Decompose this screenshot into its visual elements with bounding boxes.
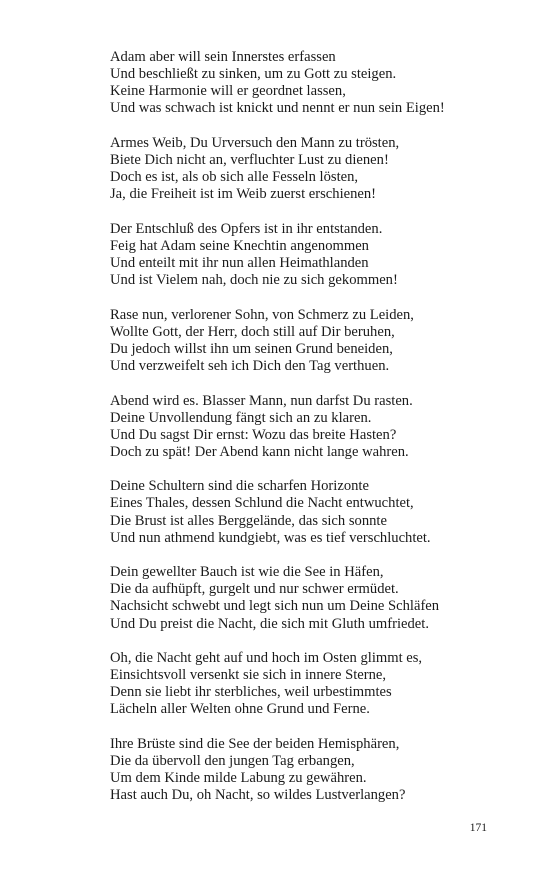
poem-line: Und ist Vielem nah, doch nie zu sich gekommen! xyxy=(110,272,398,289)
poem-line: Die da aufhüpft, gurgelt und nur schwer ermüdet. xyxy=(110,581,399,598)
poem-line: Deine Schultern sind die scharfen Horizonte xyxy=(110,478,369,495)
poem-line: Feig hat Adam seine Knechtin angenommen xyxy=(110,237,369,254)
poem-line: Die da übervoll den jungen Tag erbangen, xyxy=(110,753,355,770)
poem-line: Und enteilt mit ihr nun allen Heimathlanden xyxy=(110,254,369,271)
poem-line: Hast auch Du, oh Nacht, so wildes Lustverlangen? xyxy=(110,787,406,804)
poem-line: Und Du sagst Dir ernst: Wozu das breite Hasten? xyxy=(110,426,397,443)
poem-line: Doch zu spät! Der Abend kann nicht lange wahren. xyxy=(110,443,409,460)
stanza xyxy=(110,49,530,117)
poem-line: Die Brust ist alles Berggelände, das sich sonnte xyxy=(110,512,387,529)
stanza xyxy=(110,478,530,546)
poem-line: Abend wird es. Blasser Mann, nun darfst Du rasten. xyxy=(110,392,413,409)
stanza xyxy=(110,564,530,632)
poem-line: Deine Unvollendung fängt sich an zu klaren. xyxy=(110,409,372,426)
poem-line: Armes Weib, Du Urversuch den Mann zu trösten, xyxy=(110,134,400,151)
stanza xyxy=(110,221,530,289)
poem-line: Eines Thales, dessen Schlund die Nacht entwuchtet, xyxy=(110,495,414,512)
poem-line: Der Entschluß des Opfers ist in ihr entstanden. xyxy=(110,220,383,237)
poem-line: Biete Dich nicht an, verfluchter Lust zu dienen! xyxy=(110,151,389,168)
stanza xyxy=(110,393,530,461)
poem-line: Doch es ist, als ob sich alle Fesseln lösten, xyxy=(110,169,359,186)
poem-line: Und was schwach ist knickt und nennt er nun sein Eigen! xyxy=(110,100,445,117)
poem-line: Dein gewellter Bauch ist wie die See in Häfen, xyxy=(110,564,384,581)
stanza xyxy=(110,307,530,375)
poem-line: Einsichtsvoll versenkt sie sich in innere Sterne, xyxy=(110,667,387,684)
stanza xyxy=(110,736,530,804)
stanza xyxy=(110,650,530,718)
poem-line: Nachsicht schwebt und legt sich nun um Deine Schläfen xyxy=(110,598,440,615)
poem-line: Ihre Brüste sind die See der beiden Hemisphären, xyxy=(110,736,400,752)
poem-line: Um dem Kinde milde Labung zu gewähren. xyxy=(110,770,367,787)
poem-line: Adam aber will sein Innerstes erfassen xyxy=(110,49,336,65)
poem-line: Und beschließt zu sinken, um zu Gott zu steigen. xyxy=(110,66,397,83)
poem-line: Keine Harmonie will er geordnet lassen, xyxy=(110,83,346,100)
stanza xyxy=(110,135,530,203)
poem-line: Du jedoch willst ihn um seinen Grund beneiden, xyxy=(110,340,393,357)
poem-line: Wollte Gott, der Herr, doch still auf Dir beruhen, xyxy=(110,323,395,340)
poem-line: Und verzweifelt seh ich Dich den Tag verthuen. xyxy=(110,357,390,374)
poem-line: Denn sie liebt ihr sterbliches, weil urbestimmtes xyxy=(110,684,392,701)
poem-line: Ja, die Freiheit ist im Weib zuerst erschienen! xyxy=(110,186,377,203)
poem-line: Lächeln aller Welten ohne Grund und Ferne. xyxy=(110,701,370,718)
poem-line: Oh, die Nacht geht auf und hoch im Osten glimmt es, xyxy=(110,650,423,667)
poem-line: Und nun athmend kundgiebt, was es tief verschluchtet. xyxy=(110,529,431,546)
poem-line: Und Du preist die Nacht, die sich mit Gluth umfriedet. xyxy=(110,615,429,632)
page-number: 171 xyxy=(469,822,487,834)
poem-line: Rase nun, verlorener Sohn, von Schmerz zu Leiden, xyxy=(110,306,414,323)
poem-body xyxy=(110,49,530,822)
